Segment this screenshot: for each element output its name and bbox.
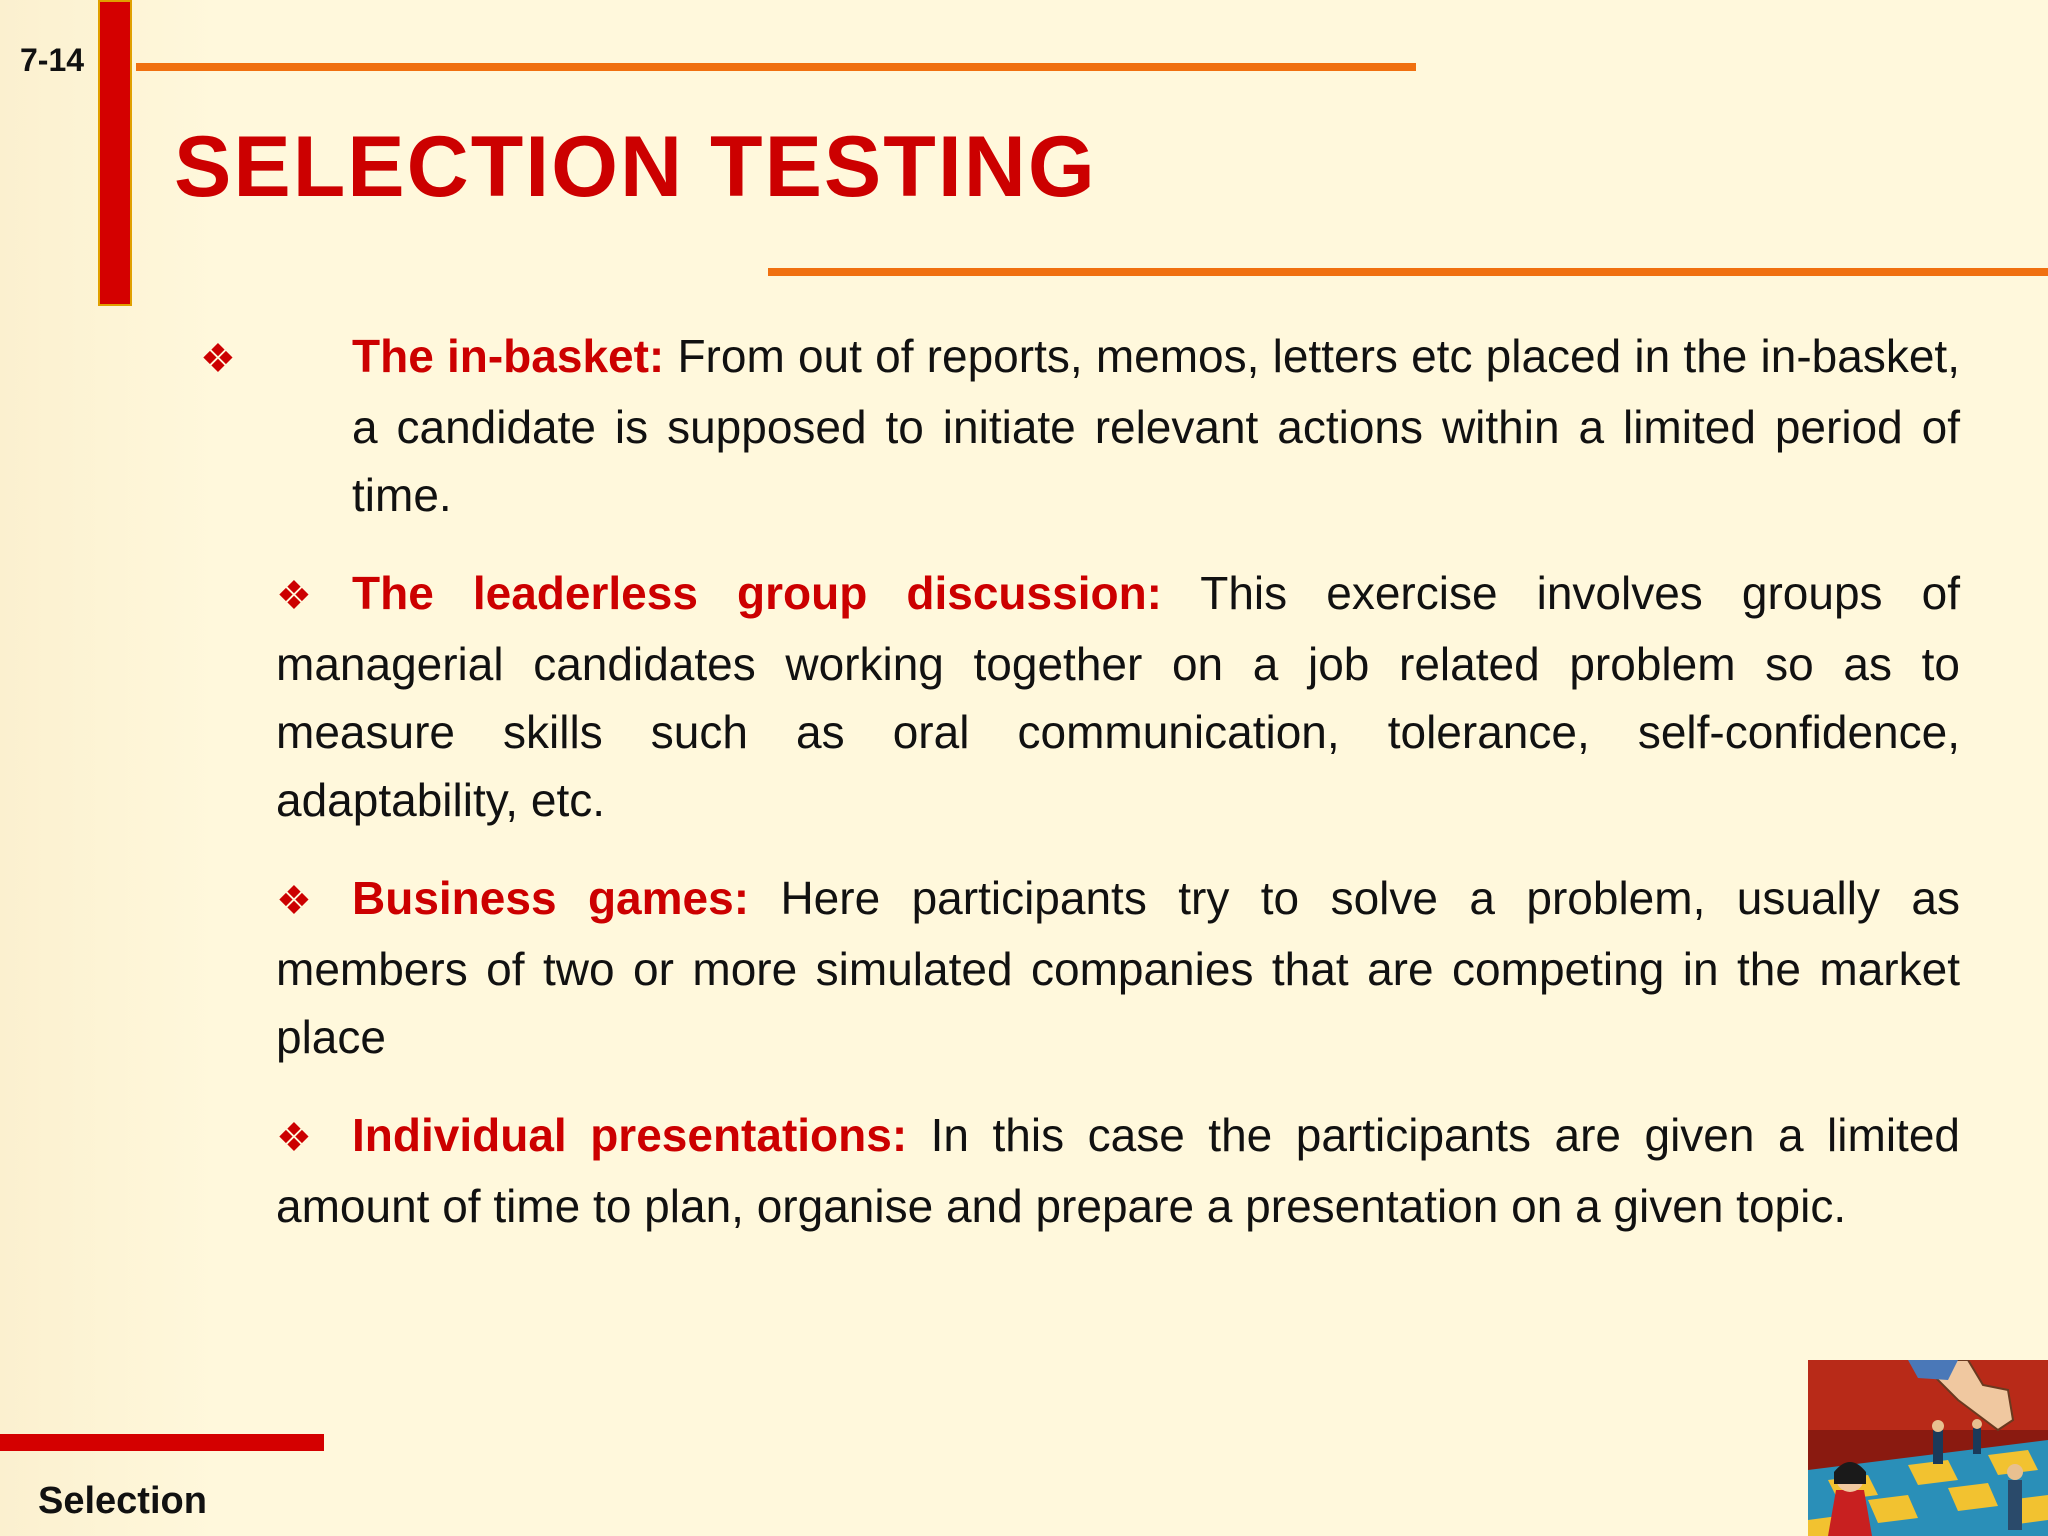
bullet-text: This exercise involves groups of managerial candidates working together on a job related problem so as to measure skills such as oral communication, tolerance, self-confidence, adaptability, etc. <box>276 567 1960 826</box>
bullet-item <box>276 1101 1960 1240</box>
diamond-bullet-icon: ❖ <box>276 574 312 618</box>
bullet-text: In this case the participants are given a limited amount of time to plan, organise and prepare a presentation on a given topic. <box>276 1109 1960 1232</box>
slide-title: SELECTION TESTING <box>174 119 1097 215</box>
bullet-term: The leaderless group discussion: <box>352 567 1162 619</box>
slide-number: 7-14 <box>20 42 85 78</box>
orange-rule-top <box>136 63 1416 71</box>
diamond-bullet-icon: ❖ <box>200 337 236 381</box>
orange-rule-middle <box>768 268 2048 276</box>
bullet-text: Here participants try to solve a problem, usually as members of two or more simulated companies that are competing in the market place <box>276 872 1960 1063</box>
bullet-list <box>200 322 1960 1270</box>
bullet-item <box>276 864 1960 1071</box>
footer-red-bar <box>0 1434 324 1451</box>
bullet-item <box>200 322 1960 529</box>
bullet-term: Individual presentations: <box>352 1109 908 1161</box>
bullet-term: Business games: <box>352 872 750 924</box>
red-accent-bar <box>98 0 132 306</box>
footer-label: Selection <box>38 1480 207 1522</box>
diamond-bullet-icon: ❖ <box>276 879 312 923</box>
diamond-bullet-icon: ❖ <box>276 1116 312 1160</box>
bullet-text: From out of reports, memos, letters etc placed in the in-basket, a candidate is supposed to initiate relevant actions within a limited period of time. <box>352 330 1960 521</box>
bullet-item <box>276 559 1960 834</box>
chess-board-illustration <box>1808 1360 2048 1536</box>
bullet-term: The in-basket: <box>352 330 665 382</box>
